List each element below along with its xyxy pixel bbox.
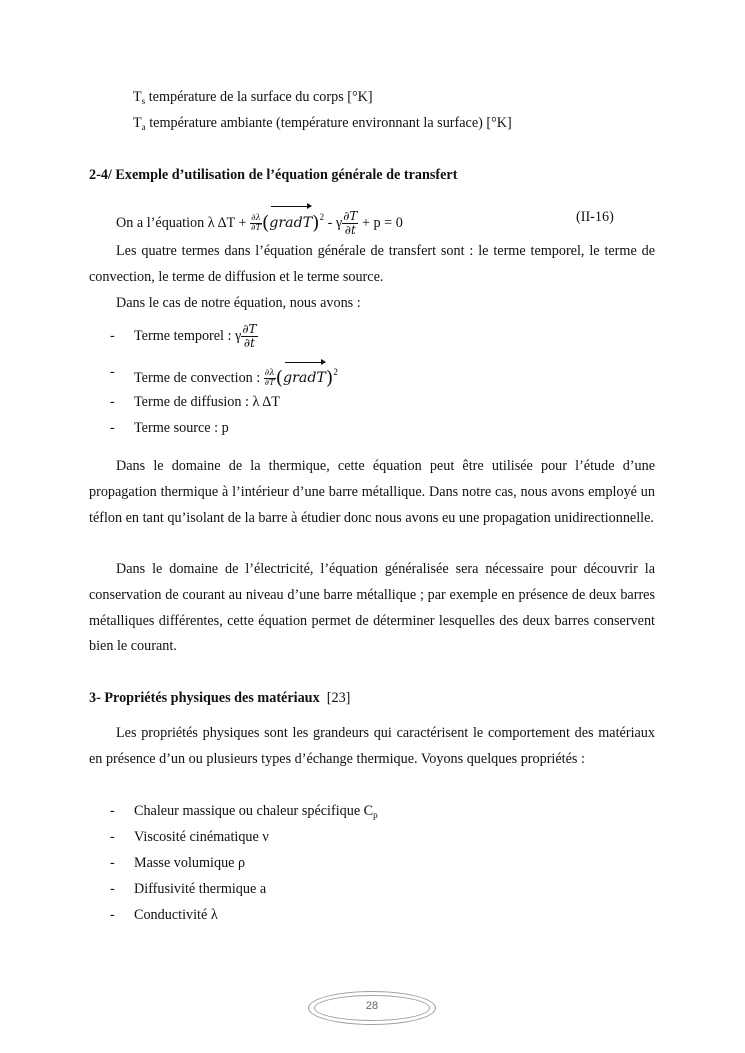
term-convection-label: Terme de convection :: [134, 370, 261, 386]
section-3-heading: [89, 690, 350, 707]
cp-subscript: p: [373, 810, 378, 820]
equation-lead: On a l’équation λ ΔT +: [116, 215, 247, 231]
term-convection: Terme de convection : $\frac{\partial\lambda}{\partial T}$ (gradT)$^2$: [134, 356, 338, 388]
paragraph-proprietes: Les propriétés physiques sont les grandeurs qui caractérisent le comportement des matériaux en présence d’un ou plusieurs types d’échange thermique. Voyons quelques propriétés :: [89, 725, 655, 767]
bullet-dash: -: [110, 364, 115, 380]
section-2-4-heading: 2-4/ Exemple d’utilisation de l’équation générale de transfert: [89, 167, 458, 183]
property-item: Diffusivité thermique a: [134, 881, 267, 897]
paragraph-four-terms: Les quatre termes dans l’équation générale de transfert sont : le terme temporel, le terme de convection, le terme de diffusion et le terme source.: [89, 243, 655, 285]
property-item: Chaleur massique ou chaleur spécifique $C_p$: [134, 803, 378, 820]
fraction-temporel: $\frac{\partial T}{\partial t}$: [242, 322, 257, 351]
ts-description: température de la surface du corps [°K]: [148, 89, 373, 105]
minus-gamma: - γ: [327, 215, 343, 231]
bullet-dash: -: [110, 881, 115, 897]
ts-symbol: T: [133, 89, 142, 105]
ta-description: température ambiante (température environnant la surface) [°K]: [149, 115, 512, 131]
page-number-badge: [308, 991, 436, 1025]
ta-symbol: T: [133, 115, 142, 131]
paragraph-electricite: Dans le domaine de l’électricité, l’équation généralisée sera nécessaire pour découvrir la conservation de courant au niveau d’une barre métallique ; par exemple en présence de deux barres métalliques différentes, cette équation permet de déterminer lesquelles des deux barres conservent bien le courant.: [89, 561, 655, 655]
square-exponent: 2: [319, 212, 325, 222]
fraction-dT-dt: $\frac{\partial T}{\partial t}$: [343, 209, 358, 238]
bullet-dash: -: [110, 829, 115, 845]
term-source: Terme source : p: [134, 420, 229, 436]
section-3-reference: [23]: [326, 690, 351, 706]
section-3-title: 3- Propriétés physiques des matériaux: [89, 690, 320, 706]
property-item: Viscosité cinématique ν: [134, 829, 269, 845]
grad-vector: gradT: [283, 362, 326, 394]
ts-subscript: s: [141, 96, 146, 106]
page-number: 28: [365, 1000, 379, 1012]
term-diffusion: Terme de diffusion : λ ΔT: [134, 394, 280, 410]
paragraph-our-equation: Dans le cas de notre équation, nous avons :: [116, 295, 361, 311]
term-temporel: [134, 318, 258, 354]
ta-subscript: a: [141, 122, 146, 132]
bullet-dash: -: [110, 328, 115, 344]
fraction-convection: $\frac{\partial\lambda}{\partial T}$: [264, 367, 275, 389]
equation-tail: + p = 0: [361, 215, 403, 231]
grad-vector: gradT: [269, 206, 312, 240]
def-ta: [133, 115, 512, 132]
property-item: Masse volumique ρ: [134, 855, 246, 871]
term-temporel-label: Terme temporel : γ: [134, 328, 242, 344]
fraction-dlambda-dT: $\frac{\partial\lambda}{\partial T}$: [250, 212, 262, 234]
bullet-dash: -: [110, 907, 115, 923]
equation-ii-16: On a l’équation λ ΔT + $\frac{\partial\lambda}{\partial T}$ (gradT)$^2$ - γ $\frac{\partial T}{\partial t}$ + p = 0: [116, 200, 403, 234]
def-ts: [133, 89, 373, 106]
equation-label: (II-16): [576, 209, 614, 225]
property-item: Conductivité λ: [134, 907, 218, 923]
bullet-dash: -: [110, 420, 115, 436]
paragraph-thermique: Dans le domaine de la thermique, cette équation peut être utilisée pour l’étude d’une propagation thermique à l’intérieur d’une barre métallique. Dans notre cas, nous avons employé un téflon en tant qu’isolant de la barre à étudier donc nous avons eu une propagation unidirectionnelle.: [89, 458, 655, 526]
bullet-dash: -: [110, 394, 115, 410]
bullet-dash: -: [110, 803, 115, 819]
bullet-dash: -: [110, 855, 115, 871]
